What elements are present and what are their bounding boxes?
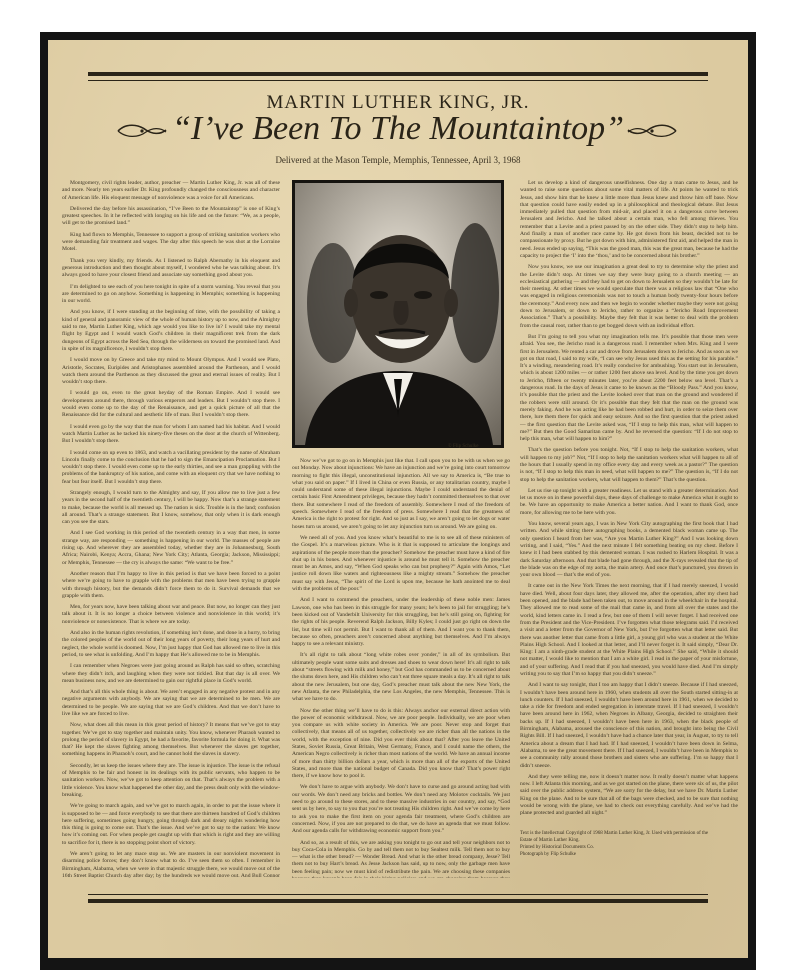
paragraph: Now you know, we use our imagination a great deal to try to determine why the priest and the Levite didn’t stop. At times we say they were busy going to a church meeting — an ecclesiastical gathering — and they had to get on down to Jerusalem so they wouldn’t be late for their meeting. At other times we would speculate that there was a religious law that “One who was engaged in religious ceremonials was not to touch a human body twenty-four hours before the ceremony.” And every now and then we begin to wonder whether maybe they were not going down to Jerusalem, or down to Jericho, rather to organize a “Jericho Road Improvement Association.” That’s a possibility. Maybe they felt that it was better to deal with the problem from the causal root, rather than to get bogged down with an individual effort. [520,264,738,329]
copyright-note: Text is the Intellectual Copyright of 1968 Martin Luther King, Jr. Used with permission of the Estate of Martin Luther King. [520,831,709,843]
paragraph: I can remember when Negroes were just going around as Ralph has said so often, scratching where they didn’t itch, and laughing when they were not tickled. But that day is all over. We mean business now, and we are determined to gain our rightful place in God’s world. [62,663,280,684]
paragraph: And I see God working in this period of the twentieth century in a way that men, in some strange way, are responding — something is happening in our world. The masses of people are rising up. And wherever they are assembled today, whether they are in Johannesburg, South Africa; Nairobi, Kenya; Accra, Ghana; New York City; Atlanta, Georgia; Jackson, Mississippi; or Memphis, Tennessee — the cry is always the same: “We want to be free.” [62,530,280,566]
paragraph: Thank you very kindly, my friends. As I listened to Ralph Abernathy in his eloquent and generous introduction and then thought about myself, I wondered who he was talking about. It’s always good to have your closest friend and associate say something good about you. [62,257,280,279]
paragraph: And also in the human rights revolution, if something isn’t done, and done in a hurry, to bring the colored peoples of the world out of their long years of poverty, their long years of hurt and neglect, the whole world is doomed. Now, I’m just happy that God has allowed me to live in this period, to see what is unfolding. And I’m happy that He’s allowed me to be in Memphis. [62,630,280,658]
paragraph: That’s the question before you tonight. Not, “If I stop to help the sanitation workers, what will happen to my job?” Not, “If I stop to help the sanitation workers what will happen to all of the hours that I usually spend in my office every day and every week as a pastor?” The question is not, “If I stop to help this man in need, what will happen to me?” The question is, “If I do not stop to help the sanitation workers, what will happen to them?” That’s the question. [520,447,738,483]
paragraph: Let us rise up tonight with a greater readiness. Let us stand with a greater determination. And let us move on in these powerful days, these days of challenge to make America what it ought to be. We have an opportunity to make America a better nation. And I want to thank God, once more, for allowing me to be here with you. [520,487,738,516]
speech-poster [48,40,748,958]
speech-title: “I’ve Been To The Mountaintop” [171,110,625,147]
paragraph: Let us develop a kind of dangerous unselfishness. One day a man came to Jesus, and he wanted to raise some questions about some vital matters of life. At points he wanted to trick Jesus, and show him that he knew a little more than Jesus knew and throw him off base. Now that question could have easily ended up in a philosophical and theological debate. But Jesus immediately pulled that question from mid-air, and placed it on a dangerous curve between Jerusalem and Jericho. And he talked about a certain man, who fell among thieves. You remember that a Levite and a priest passed by on the other side. They didn’t stop to help him. And finally a man of another race came by. He got down from his beast, decided not to be compassionate by proxy. But he got down with him, administered first aid, and helped the man in need. Jesus ended up saying, “This was the good man, this was the great man, because he had the capacity to project the ‘I’ into the ‘thou,’ and to be concerned about his brother.” [520,180,738,259]
paragraph: Montgomery, civil rights leader, author, preacher — Martin Luther King, Jr. was all of these and more. Nearly ten years earlier Dr. King profoundly changed the consciousness and character of American life. His eloquent message of nonviolence was a voice for all Americans. [62,180,280,201]
paragraph: Delivered the day before his assassination, “I’ve Been to the Mountaintop” is one of King’s greatest speeches. In it he reflected with longing on his life and on the future: “We, as a people, will get to the promised land.” [62,205,280,227]
paragraph: And you know, if I were standing at the beginning of time, with the possibility of taking a kind of general and panoramic view of the whole of human history up to now, and the Almighty said to me, Martin Luther King, which age would you like to live in? I would take my mental flight by Egypt and I would watch God’s children in their magnificent trek from the dark dungeons of Egypt across the Red Sea, through the wilderness on toward the promised land. And in spite of its magnificence, I wouldn’t stop there. [62,309,280,352]
publication-notes [520,830,720,858]
paragraph: Strangely enough, I would turn to the Almighty and say, If you allow me to live just a few years in the second half of the twentieth century, I will be happy. Now that’s a strange statement to make, because the world is all messed up. The nation is sick. Trouble is in the land; confusion all around. That’s a strange statement. But I know, somehow, that only when it is dark enough can you see the stars. [62,489,280,526]
text-column-right [520,180,738,818]
paragraph: Men, for years now, have been talking about war and peace. But now, no longer can they just talk about it. It is no longer a choice between violence and nonviolence in this world; it’s nonviolence or nonexistence. That is where we are today. [62,604,280,625]
bottom-rule-thin [88,894,708,895]
paragraph: I would go on, even to the great heyday of the Roman Empire. And I would see developments around there, through various emperors and leaders. But I wouldn’t stop there. I would even come up to the day of the Renaissance, and get a quick picture of all that the Renaissance did for the cultural and aesthetic life of man. But I wouldn’t stop there. [62,390,280,419]
paragraph: Now the other thing we’ll have to do is this: Always anchor our external direct action with the power of economic withdrawal. Now, we are poor people. Individually, we are poor when you compare us with white society in America. We are poor. Never stop and forget that collectively, that means all of us together, collectively we are richer than all the nations in the world, with the exception of nine. Did you ever think about that? After you leave the United States, Soviet Russia, Great Britain, West Germany, France, and I could name the others, the American Negro collectively is richer than most nations of the world. We have an annual income of more than thirty billion dollars a year, which is more than all of the exports of the United States, and more than the national budget of Canada. Did you know that? That’s power right there, if we know how to pool it. [292,707,510,780]
portrait-photo [292,180,504,448]
bottom-rule-thick [88,899,708,903]
paragraph: And I want to say tonight, that I too am happy that I didn’t sneeze. Because if I had sneezed, I wouldn’t have been around here in 1960, when students all over the South started sitting-in at lunch counters. If I had sneezed, I wouldn’t have been around here in 1961, when we decided to take a ride for freedom and ended segregation in interstate travel. If I had sneezed, I wouldn’t have been around here in 1962, when Negroes in Albany, Georgia, decided to straighten their backs up. If I had sneezed, I wouldn’t have been here in 1963, when the black people of Birmingham, Alabama, aroused the conscience of this nation, and brought into being the Civil Rights Bill. If I had sneezed, I wouldn’t have had a chance later that year, in August, to try to tell America about a dream that I had had. If I had sneezed, I wouldn’t have been down in Selma, Alabama, to see the great movement there. If I had sneezed, I wouldn’t have been in Memphis to see a community rally around those brothers and sisters who are suffering. I’m so happy that I didn’t sneeze. [520,682,738,769]
paragraph: But I’m going to tell you what my imagination tells me. It’s possible that those men were afraid. You see, the Jericho road is a dangerous road. I remember when Mrs. King and I were first in Jerusalem. We rented a car and drove from Jerusalem down to Jericho. And as soon as we got on that road, I said to my wife, “I can see why Jesus used this as the setting for his parable.” It’s a winding, meandering road. It’s really conducive for ambushing. You start out in Jerusalem, which is about 1200 miles — or rather 1200 feet above sea level. And by the time you get down to Jericho, fifteen or twenty minutes later, you’re about 2200 feet below sea level. That’s a dangerous road. In the days of Jesus it came to be known as the “Bloody Pass.” And you know, it’s possible that the priest and the Levite looked over that man on the ground and wondered if the robbers were still around. Or it’s possible that they felt that the man on the ground was merely faking. And he was acting like he had been robbed and hurt, in order to seize them over there, lure them there for quick and easy seizure. And so the first question that the priest asked — the first question that the Levite asked was, “If I stop to help this man, what will happen to me?” But then the Good Samaritan came by. And he reversed the question: “If I do not stop to help this man, what will happen to him?” [520,333,738,443]
paragraph: I would even go by the way that the man for whom I am named had his habitat. And I would watch Martin Luther as he tacked his ninety-five theses on the door at the church of Wittenberg. But I wouldn’t stop there. [62,423,280,445]
paragraph: And that’s all this whole thing is about. We aren’t engaged in any negative protest and in any negative arguments with anybody. We are saying that we are determined to be men. We are determined to be people. We are saying that we are God’s children. And that we don’t have to live like we are forced to live. [62,689,280,717]
paragraph: And they were telling me, now it doesn’t matter now. It really doesn’t matter what happens now. I left Atlanta this morning, and as we got started on the plane, there were six of us, the pilot said over the public address system, “We are sorry for the delay, but we have Dr. Martin Luther King on the plane. And to be sure that all of the bags were checked, and to be sure that nothing would be wrong with the plane, we had to check out everything carefully. And we’ve had the plane protected and guarded all night.” [520,773,738,817]
right-flourish-icon [626,122,678,140]
speech-subtitle: Delivered at the Mason Temple, Memphis, Tennessee, April 3, 1968 [275,155,521,165]
paragraph: And so, as a result of this, we are asking you tonight to go out and tell your neighbors not to buy Coca-Cola in Memphis. Go by and tell them not to buy Sealtest milk. Tell them not to buy — what is the other bread? — Wonder Bread. And what is the other bread company, Jesse? Tell them not to buy Hart’s bread. As Jesse Jackson has said, up to now, only the garbage men have been feeling pain; now we must kind of redistribute the pain. We are choosing these companies [292,839,510,875]
paragraph: Another reason that I’m happy to live in this period is that we have been forced to a point where we’re going to have to grapple with the problems that men have been trying to grapple with through history, but the demands didn’t force them to do it. Survival demands that we grapple with them. [62,570,280,599]
paragraph: I would move on by Greece and take my mind to Mount Olympus. And I would see Plato, Aristotle, Socrates, Euripides and Aristophanes assembled around the Parthenon, and I would watch them around the Parthenon as they discussed the great and eternal issues of reality. But I wouldn’t stop there. [62,357,280,386]
top-rule-thin [88,80,708,81]
paragraph: I’m delighted to see each of you here tonight in spite of a storm warning. You reveal that you are determined to go on anyhow. Something is happening in Memphis; something is happening in our world. [62,283,280,305]
paragraph: Now we’ve got to go on in Memphis just like that. I call upon you to be with us when we go out Monday. Now about injunctions: We have an injunction and we’re going into court tomorrow morning to fight this illegal, unconstitutional injunction. All we say to America is, “Be true to what you said on paper.” If I lived in China or even Russia, or any totalitarian country, maybe I could understand some of these illegal injunctions. Maybe I could understand the denial of certain basic First Amendment privileges, because they hadn’t committed themselves to that over there. But somewhere I read of the freedom of assembly. Somewhere I read of the freedom of speech. Somewhere I read of the freedom of press. Somewhere I read that the greatness of America is the right to protest for right. And so just as I say, we aren’t going to let dogs or water hoses turn us around, we aren’t going to let any injunction turn us around. We are going on. [292,458,510,530]
paragraph: It’s all right to talk about “long white robes over yonder,” in all of its symbolism. But ultimately people want some suits and dresses and shoes to wear down here! It’s all right to talk about “streets flowing with milk and honey,” but God has commanded us to be concerned about the slums down here, and His children who can’t eat three square meals a day. It’s all right to talk about the new Jerusalem, but one day, God’s preacher must talk about the new New York, the new Atlanta, the new Philadelphia, the new Los Angeles, the new Memphis, Tennessee. This is what we have to do. [292,652,510,703]
paragraph: I would come on up even to 1863, and watch a vacillating president by the name of Abraham Lincoln finally come to the conclusion that he had to sign the Emancipation Proclamation. But I wouldn’t stop there. I would even come up to the early thirties, and see a man grappling with the problems of the bankruptcy of his nation, and come with an eloquent cry that we have nothing to fear but fear itself. But I wouldn’t stop there. [62,449,280,485]
top-rule-thick [88,72,708,76]
photographer-note: Photograph by Flip Schulke [520,852,576,857]
publisher-note: Printed by Historical Documents Co. [520,845,595,850]
paragraph: You know, several years ago, I was in New York City autographing the first book that I had written. And while sitting there autographing books, a demented black woman came up. The only question I heard from her was, “Are you Martin Luther King?” And I was looking down writing, and I said, “Yes.” And the next minute I felt something beating on my chest. Before I knew it I had been stabbed by this demented woman. I was rushed to Harlem Hospital. It was a dark Saturday afternoon. And that blade had gone through, and the X-rays revealed that the tip of the blade was on the edge of my aorta, the main artery. And once that’s punctured, you drown in your own blood — that’s the end of you. [520,521,738,579]
paragraph: We aren’t going to let any mace stop us. We are masters in our nonviolent movement in disarming police forces; they don’t know what to do. I’ve seen them so often. I remember in Birmingham, Alabama, when we were in that majestic struggle there, we would move out of the 16th Street Baptist Church day after day; by the hundreds we would move out. And Bull Connor [62,851,280,878]
paragraph: It came out in the New York Times the next morning, that if I had merely sneezed, I would have died. Well, about four days later, they allowed me, after the operation, after my chest had been opened, and the blade had been taken out, to move around in the wheelchair in the hospital. They allowed me to read some of the mail that came in, and from all over the states and the world, kind letters came in. I read a few, but one of them I will never forget. I had received one from the President and the Vice-President. I’ve forgotten what those telegrams said. I’d received a visit and a letter from the Governor of New York, but I’ve forgotten what that letter said. But there was another letter that came from a little girl, a young girl who was a student at the White Plains High School. And I looked at that letter, and I’ll never forget it. It said simply, “Dear Dr. King: I am a ninth-grade student at the White Plains High School.” She said, “While it should not matter, I would like to mention that I am a white girl. I read in the paper of your misfortune, and of your suffering. And I read that if you had sneezed, you would have died. And I’m simply writing you to say that I’m so happy that you didn’t sneeze.” [520,583,738,677]
paragraph: King had flown to Memphis, Tennessee to support a group of striking sanitation workers who were demanding fair treatment and wages. The day after this speech he was shot at the Lorraine Motel. [62,231,280,253]
speaker-name: MARTIN LUTHER KING, JR. [266,92,530,113]
paragraph: We don’t have to argue with anybody. We don’t have to curse and go around acting bad with our words. We don’t need any bricks and bottles. We don’t need any Molotov cocktails. We just need to go around to these stores, and to these massive industries in our country, and say, “God sent us by here, to say to you that you’re not treating His children right. And we’ve come by here to ask you to make the first item on your agenda fair treatment, where God’s children are concerned. Now, if you are not prepared to do that, we do have an agenda that we must follow. And our agenda calls for withdrawing economic support from you.” [292,784,510,835]
paragraph: Secondly, let us keep the issues where they are. The issue is injustice. The issue is the refusal of Memphis to be fair and honest in its dealings with its public servants, who happen to be sanitation workers. Now, we’ve got to keep attention on that. That’s always the problem with a little violence. You know what happened the other day, and the press dealt only with the window-breaking. [62,762,280,798]
text-column-left [62,180,280,878]
text-column-middle [292,458,510,878]
paragraph: And I want to commend the preachers, under the leadership of these noble men: James Lawson, one who has been in this struggle for many years; he’s been to jail for struggling; he’s been kicked out of Vanderbilt University for this struggling, but he’s still going on, fighting for the rights of his people. Reverend Ralph Jackson, Billy Kyles; I could just go right on down the list, but time will not permit. But I want to thank all of them. And I want you to thank them, because so often, preachers aren’t concerned about anything but themselves. And I’m always happy to see a relevant ministry. [292,597,510,648]
photo-credit: © Flip Schulke [448,444,479,449]
paragraph: We’re going to march again, and we’ve got to march again, in order to put the issue where it is supposed to be — and force everybody to see that there are thirteen hundred of God’s children here suffering, sometimes going hungry, going through dark and dreary nights wondering how this thing is going to come out. That’s the issue. And we’ve got to say to the nation: We know how it’s coming out. For when people get caught up with that which is right and they are willing to sacrifice for it, there is no stopping point short of victory. [62,803,280,846]
paragraph: Now, what does all this mean in this great period of history? It means that we’ve got to stay together. We’ve got to stay together and maintain unity. You know, whenever Pharaoh wanted to prolong the period of slavery in Egypt, he had a favorite, favorite formula for doing it. What was that? He kept the slaves fighting among themselves. But whenever the slaves get together, something happens in Pharaoh’s court, and he cannot hold the slaves in slavery. [62,722,280,758]
paragraph: We need all of you. And you know what’s beautiful to me is to see all of these ministers of the Gospel. It’s a marvelous picture. Who is it that is supposed to articulate the longings and aspirations of the people more than the preacher? Somehow the preacher must have a kind of fire shut up in his bones. And whenever injustice is around he must tell it. Somehow the preacher must be an Amos, and say, “When God speaks who can but prophesy?” Again with Amos, “Let justice roll down like waters and righteousness like a mighty stream.” Somehow the preacher must say with Jesus, “The spirit of the Lord is upon me, because he hath anointed me to deal with the problems of the poor.” [292,534,510,593]
